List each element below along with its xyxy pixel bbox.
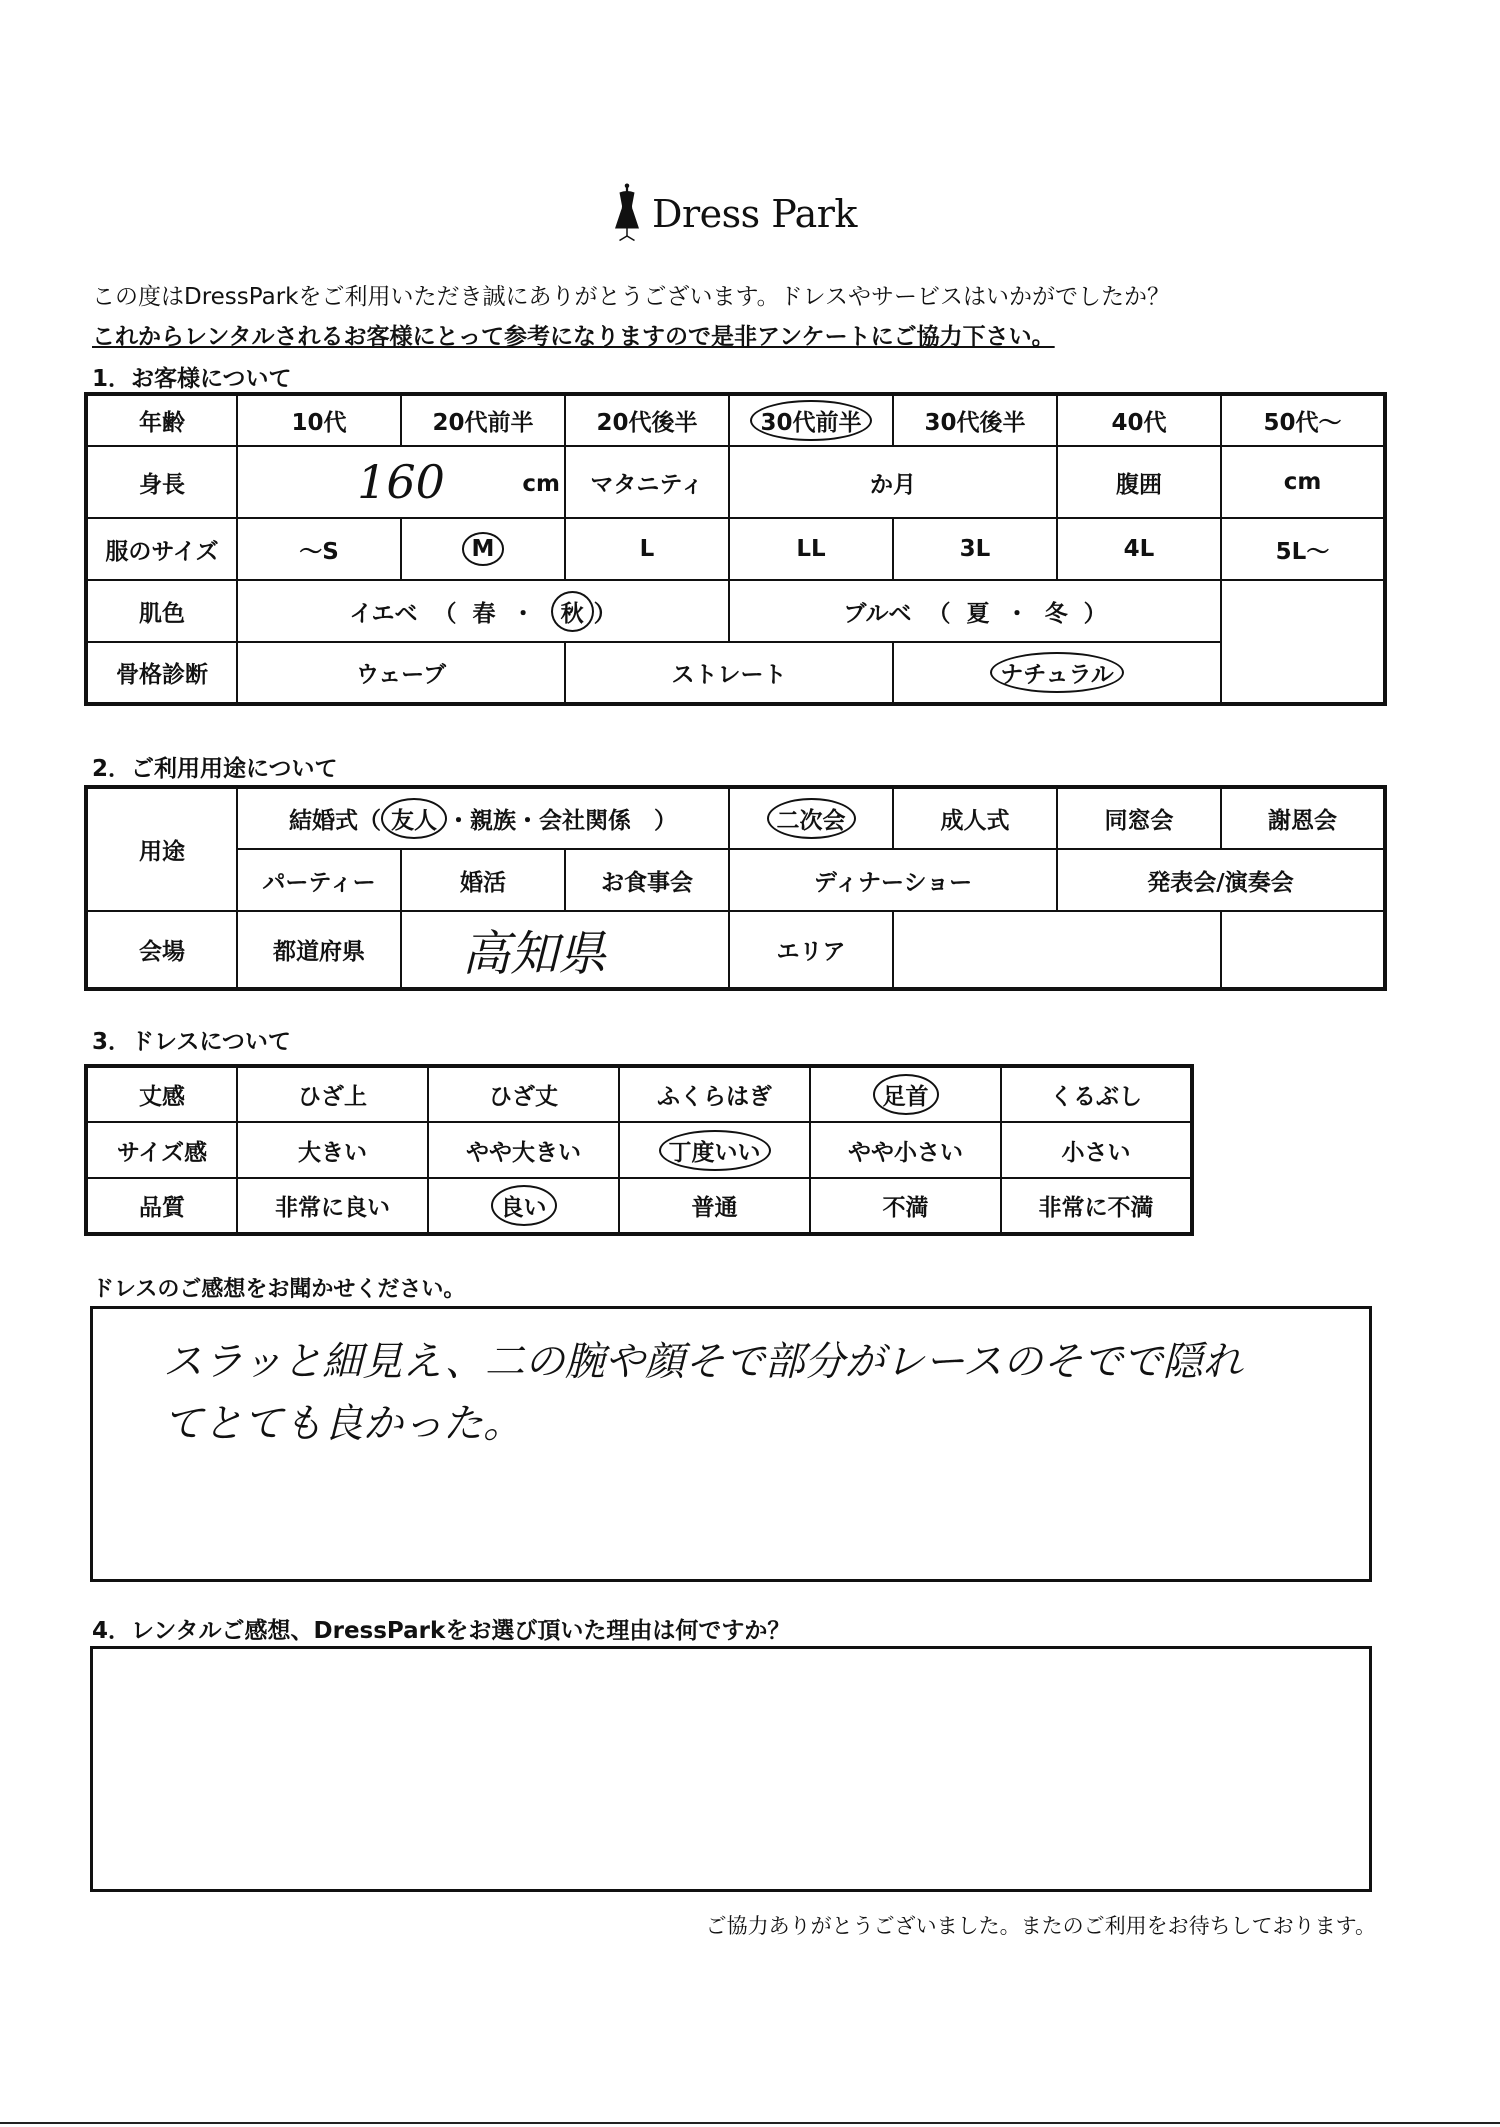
usage-option[interactable]: 同窓会 [1057, 787, 1221, 849]
height-label: 身長 [86, 446, 237, 518]
intro-text: この度はDressParkをご利用いただき誠にありがとうございます。ドレスやサービスはいかがでしたか？ [92, 284, 1170, 310]
size-option[interactable]: 5L～ [1221, 518, 1385, 580]
area-label: エリア [729, 911, 893, 989]
dress-comment-prompt: ドレスのご感想をお聞かせください。 [92, 1277, 466, 1302]
area-field[interactable] [893, 911, 1221, 989]
age-label: 年齢 [86, 394, 237, 446]
age-option[interactable]: 40代 [1057, 394, 1221, 446]
height-field[interactable] [237, 446, 565, 518]
section4-title: 4．レンタルご感想、DressParkをお選び頂いた理由は何ですか？ [92, 1618, 791, 1644]
usage-option[interactable]: 発表会/演奏会 [1057, 849, 1385, 911]
waist-label: 腹囲 [1057, 446, 1221, 518]
quality-option[interactable]: 普通 [619, 1178, 810, 1234]
dress-comment-box[interactable] [90, 1306, 1372, 1582]
skeleton-option[interactable]: ウェーブ [237, 642, 565, 704]
rental-comment-box[interactable] [90, 1646, 1372, 1892]
size-option[interactable]: L [565, 518, 729, 580]
usage-option[interactable]: 婚活 [401, 849, 565, 911]
height-value: 160 [357, 455, 445, 509]
age-option[interactable]: 20代後半 [565, 394, 729, 446]
fit-option[interactable]: やや小さい [810, 1122, 1001, 1178]
customer-info-table [84, 392, 1387, 706]
skin-selected-autumn: 秋 [551, 591, 594, 632]
size-option[interactable]: 4L [1057, 518, 1221, 580]
fit-option-selected[interactable]: 丁度いい [619, 1122, 810, 1178]
quality-option-selected[interactable]: 良い [428, 1178, 619, 1234]
length-option[interactable]: くるぶし [1001, 1066, 1192, 1122]
length-option[interactable]: ひざ上 [237, 1066, 428, 1122]
size-option[interactable]: ～S [237, 518, 401, 580]
height-unit: cm [522, 471, 560, 497]
dress-rating-table [84, 1064, 1194, 1236]
skeleton-option[interactable]: ストレート [565, 642, 893, 704]
size-option-selected[interactable]: M [401, 518, 565, 580]
skin-label: 肌色 [86, 580, 237, 642]
size-option[interactable]: 3L [893, 518, 1057, 580]
maternity-label: マタニティ [565, 446, 729, 518]
size-label: 服のサイズ [86, 518, 237, 580]
empty-cell [1221, 580, 1385, 642]
usage-selected-friend: 友人 [381, 798, 447, 839]
fit-label: サイズ感 [86, 1122, 237, 1178]
wedding-option[interactable]: 結婚式（ 友人 ・親族・会社関係 ） [237, 787, 729, 849]
usage-option[interactable]: ディナーショー [729, 849, 1057, 911]
age-option[interactable]: 30代後半 [893, 394, 1057, 446]
quality-option[interactable]: 非常に良い [237, 1178, 428, 1234]
prefecture-value: 高知県 [462, 926, 607, 982]
age-option[interactable]: 50代～ [1221, 394, 1385, 446]
usage-label: 用途 [86, 787, 237, 911]
fit-option[interactable]: 大きい [237, 1122, 428, 1178]
waist-field[interactable]: cm [1221, 446, 1385, 518]
venue-label: 会場 [86, 911, 237, 989]
fit-option[interactable]: 小さい [1001, 1122, 1192, 1178]
maternity-field[interactable]: か月 [729, 446, 1057, 518]
dress-comment-line: てとても良かった。 [163, 1401, 523, 1447]
quality-option[interactable]: 不満 [810, 1178, 1001, 1234]
age-option-selected[interactable]: 30代前半 [729, 394, 893, 446]
usage-option[interactable]: パーティー [237, 849, 401, 911]
intro-request-text: これからレンタルされるお客様にとって参考になりますので是非アンケートにご協力下さい。 [92, 324, 1055, 350]
dress-comment-line: スラッと細見え、二の腕や顔そで部分がレースのそでで隠れ [163, 1339, 1243, 1385]
length-option[interactable]: ひざ丈 [428, 1066, 619, 1122]
skeleton-option-selected[interactable]: ナチュラル [893, 642, 1221, 704]
usage-option[interactable]: 成人式 [893, 787, 1057, 849]
quality-label: 品質 [86, 1178, 237, 1234]
section1-title: 1．お客様について [92, 366, 292, 392]
length-option[interactable]: ふくらはぎ [619, 1066, 810, 1122]
usage-option-selected[interactable]: 二次会 [729, 787, 893, 849]
prefecture-field[interactable] [401, 911, 729, 989]
scan-edge-divider [0, 2122, 1500, 2124]
section2-title: 2．ご利用用途について [92, 756, 338, 782]
prefecture-label: 都道府県 [237, 911, 401, 989]
size-option[interactable]: LL [729, 518, 893, 580]
brand-logo-text: Dress Park [652, 192, 857, 236]
skin-blue-option[interactable]: ブルベ （ 夏 ・ 冬 ） [729, 580, 1221, 642]
skin-yellow-option[interactable]: イエベ （ 春 ・ 秋 ） [237, 580, 729, 642]
usage-table [84, 785, 1387, 991]
length-option-selected[interactable]: 足首 [810, 1066, 1001, 1122]
age-option[interactable]: 10代 [237, 394, 401, 446]
length-label: 丈感 [86, 1066, 237, 1122]
section3-title: 3．ドレスについて [92, 1029, 291, 1055]
usage-option[interactable]: お食事会 [565, 849, 729, 911]
empty-cell [1221, 911, 1385, 989]
skeleton-label: 骨格診断 [86, 642, 237, 704]
quality-option[interactable]: 非常に不満 [1001, 1178, 1192, 1234]
age-option[interactable]: 20代前半 [401, 394, 565, 446]
thank-you-footer: ご協力ありがとうございました。またのご利用をお待ちしております。 [705, 1914, 1376, 1938]
dress-form-logo-icon [612, 172, 642, 252]
empty-cell [1221, 642, 1385, 704]
fit-option[interactable]: やや大きい [428, 1122, 619, 1178]
usage-option[interactable]: 謝恩会 [1221, 787, 1385, 849]
